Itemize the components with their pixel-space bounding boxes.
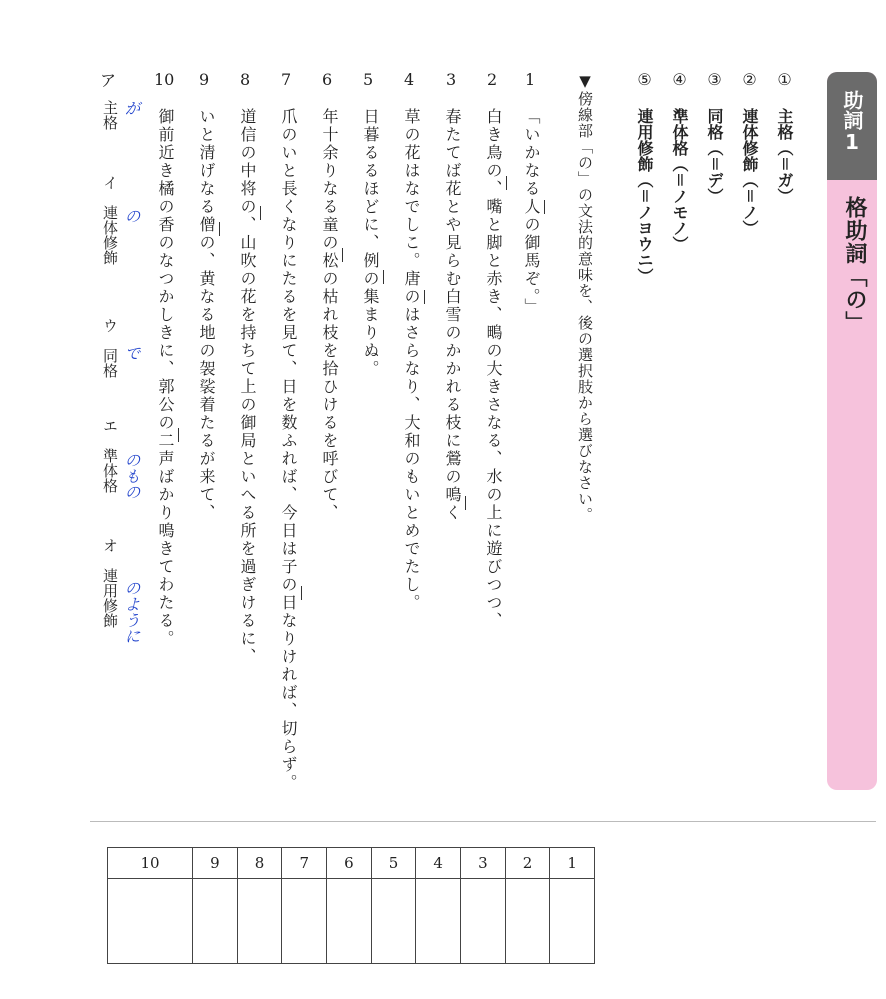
- answer-header: 3: [461, 848, 506, 879]
- question-number: 5: [363, 70, 374, 89]
- question-text: 御前近き橘の香のなつかしきに、郭公の二声ばかり鳴きてわたる。: [156, 108, 175, 648]
- question-text: 爪のいと長くなりにたるを見て、日を数ふれば、今日は子の日なりければ、切らず。: [279, 108, 298, 792]
- choice-b: イ 連体修飾: [101, 175, 119, 265]
- underline-mark: [342, 248, 343, 262]
- underline-mark: [178, 428, 179, 442]
- question-text: 草の花はなでしこ。唐のはさらなり、大和のもいとめでたし。: [402, 108, 421, 612]
- tab-header-text: 助詞1: [840, 90, 864, 154]
- choice-c: ウ 同格: [101, 318, 119, 378]
- instruction: ▼傍線部「の」の文法的意味を、後の選択肢から選びなさい。: [576, 72, 594, 523]
- handwritten-note: のもの: [122, 452, 141, 500]
- underline-mark: [544, 200, 545, 214]
- tab-header: [827, 72, 877, 180]
- definition-2: ② 連体修飾（＝ノ）: [740, 70, 759, 236]
- answer-cell[interactable]: [505, 879, 550, 964]
- underline-mark: [465, 496, 466, 510]
- choice-letter: ア: [100, 71, 117, 90]
- answer-header: 4: [416, 848, 461, 879]
- answer-header: 5: [371, 848, 416, 879]
- handwritten-note: が: [122, 100, 141, 116]
- definition-4: ④ 準体格（＝ノモノ）: [670, 70, 689, 252]
- question-text: 白き鳥の、嘴と脚と赤き、鴫の大きさなる、水の上に遊びつつ、: [484, 108, 503, 630]
- question-number: 9: [199, 70, 210, 89]
- question-number: 7: [281, 70, 292, 89]
- answer-cell[interactable]: [327, 879, 372, 964]
- answer-header: 8: [237, 848, 282, 879]
- section-divider: [90, 821, 876, 822]
- definition-3: ③ 同格（＝デ）: [705, 70, 724, 204]
- question-text: いと清げなる僧の、黄なる地の袈裟着たるが来て、: [197, 108, 216, 522]
- question-text: 「いかなる人の御馬ぞ。」: [522, 108, 541, 316]
- tab-title: 格助詞「の」: [842, 196, 867, 334]
- underline-mark: [506, 176, 507, 190]
- question-number: 3: [446, 70, 457, 89]
- underline-mark: [301, 586, 302, 600]
- underline-mark: [260, 206, 261, 220]
- answer-cell[interactable]: [108, 879, 193, 964]
- question-text: 日暮るるほどに、例の集まりぬ。: [361, 108, 380, 378]
- question-text: 年十余りなる童の松の枯れ枝を拾ひけるを呼びて、: [320, 108, 339, 522]
- handwritten-note: のように: [122, 580, 141, 644]
- answer-table: [107, 847, 595, 964]
- answer-cell[interactable]: [550, 879, 595, 964]
- question-number: 6: [322, 70, 333, 89]
- answer-header: 2: [505, 848, 550, 879]
- answer-header: 6: [327, 848, 372, 879]
- question-text: 道信の中将の、山吹の花を持ちて上の御局といへる所を過ぎけるに、: [238, 108, 257, 666]
- choice-a-label: 主格: [101, 100, 119, 130]
- choice-d: エ 準体格: [101, 418, 119, 493]
- answer-header: 1: [550, 848, 595, 879]
- answer-cell[interactable]: [461, 879, 506, 964]
- underline-mark: [424, 290, 425, 304]
- question-number: 1: [525, 70, 536, 89]
- definition-1: ① 主格（＝ガ）: [775, 70, 794, 204]
- answer-cell[interactable]: [371, 879, 416, 964]
- section-tab: [827, 72, 877, 790]
- underline-mark: [383, 270, 384, 284]
- choice-e: オ 連用修飾: [101, 538, 119, 628]
- question-text: 春たてば花とや見らむ白雪のかかれる枝に鶯の鳴く: [443, 108, 462, 522]
- answer-header: 9: [193, 848, 238, 879]
- question-number: 10: [154, 70, 175, 89]
- question-number: 8: [240, 70, 251, 89]
- answer-cell[interactable]: [282, 879, 327, 964]
- answer-cell[interactable]: [416, 879, 461, 964]
- question-number: 4: [404, 70, 415, 89]
- underline-mark: [219, 222, 220, 236]
- answer-header: 10: [108, 848, 193, 879]
- definition-5: ⑤ 連用修飾（＝ノヨウニ）: [635, 70, 654, 284]
- question-number: 2: [487, 70, 498, 89]
- handwritten-note: の: [122, 208, 141, 224]
- answer-cell[interactable]: [193, 879, 238, 964]
- answer-cell[interactable]: [237, 879, 282, 964]
- handwritten-note: で: [122, 345, 141, 361]
- answer-header: 7: [282, 848, 327, 879]
